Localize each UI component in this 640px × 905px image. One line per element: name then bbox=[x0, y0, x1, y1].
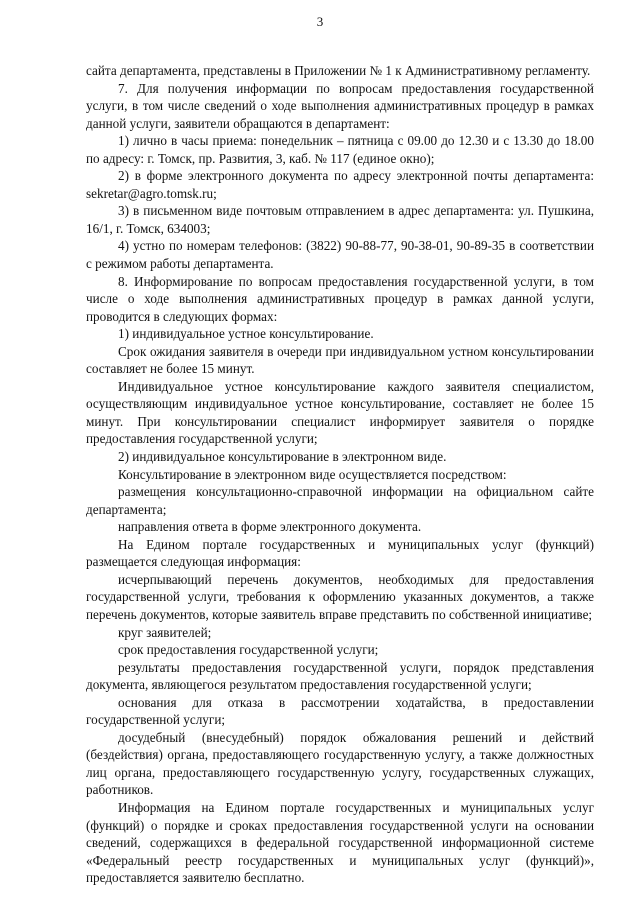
body-paragraph: круг заявителей; bbox=[118, 624, 212, 640]
body-paragraph: срок предоставления государственной услуги; bbox=[118, 642, 379, 658]
body-paragraph: результаты предоставления государственной услуги, порядок представления документа, являющегося результатом предоставления государственной услуги; bbox=[86, 659, 594, 693]
body-paragraph: 3) в письменном виде почтовым отправлением в адрес департамента: ул. Пушкина, 16/1, г. Томск, 634003; bbox=[86, 203, 594, 236]
body-paragraph: На Едином портале государственных и муниципальных услуг (функций) размещается следующая информация: bbox=[86, 536, 594, 570]
body-paragraph: Индивидуальное устное консультирование каждого заявителя специалистом, осуществляющим индивидуальное устное консультирование, составляет не более 15 минут. При консультировании специалист информирует заявителя о порядке предоставления государственной услуги; bbox=[86, 378, 594, 447]
body-paragraph: 2) в форме электронного документа по адресу электронной почты департамента: sekretar@agro.tomsk.ru; bbox=[86, 168, 594, 201]
body-paragraph: Срок ожидания заявителя в очереди при индивидуальном устном консультировании составляет не более 15 минут. bbox=[86, 343, 594, 377]
body-paragraph: сайта департамента, представлены в Приложении № 1 к Административному регламенту. bbox=[86, 63, 591, 78]
body-paragraph: 4) устно по номерам телефонов: (3822) 90-88-77, 90-38-01, 90-89-35 в соответствии с режимом работы департамента. bbox=[86, 238, 594, 272]
body-paragraph: 7. Для получения информации по вопросам предоставления государственной услуги, в том числе сведений о ходе выполнения административных процедур в рамках данной услуги, заявители обращаются в департамент: bbox=[86, 80, 594, 131]
body-paragraph: направления ответа в форме электронного документа. bbox=[118, 519, 422, 535]
body-paragraph: размещения консультационно-справочной информации на официальном сайте департамента; bbox=[86, 484, 594, 517]
body-paragraph: Информация на Едином портале государственных и муниципальных услуг (функций) о порядке и сроках предоставления государственной услуги на основании сведений, содержащихся в федеральной государственной информационной системе «Федеральный реестр государственных и муниципальных услуг (функций)», предоставляется заявителю бесплатно. bbox=[86, 799, 594, 886]
body-paragraph: 1) индивидуальное устное консультирование. bbox=[118, 326, 374, 342]
body-paragraph: основания для отказа в рассмотрении ходатайства, в предоставлении государственной услуги; bbox=[86, 694, 594, 728]
body-paragraph: 2) индивидуальное консультирование в электронном виде. bbox=[118, 449, 447, 465]
document-body bbox=[86, 62, 594, 887]
body-paragraph: 8. Информирование по вопросам предоставления государственной услуги, в том числе о ходе выполнения административных процедур в рамках данной услуги, проводится в следующих формах: bbox=[86, 273, 594, 324]
body-paragraph: исчерпывающий перечень документов, необходимых для предоставления государственной услуги, требования к оформлению указанных документов, а также перечень документов, которые заявитель вправе представить по собственной инициативе; bbox=[86, 571, 594, 622]
body-paragraph: Консультирование в электронном виде осуществляется посредством: bbox=[118, 466, 507, 482]
body-paragraph: 1) лично в часы приема: понедельник – пятница с 09.00 до 12.30 и с 13.30 до 18.00 по адресу: г. Томск, пр. Развития, 3, каб. № 117 (единое окно); bbox=[86, 133, 594, 166]
body-paragraph: досудебный (внесудебный) порядок обжалования решений и действий (бездействия) органа, предоставляющего государственную услугу, а также должностных лиц органа, предоставляющего государственную услугу, государственных служащих, работников. bbox=[86, 729, 594, 798]
page-number: 3 bbox=[316, 14, 324, 29]
